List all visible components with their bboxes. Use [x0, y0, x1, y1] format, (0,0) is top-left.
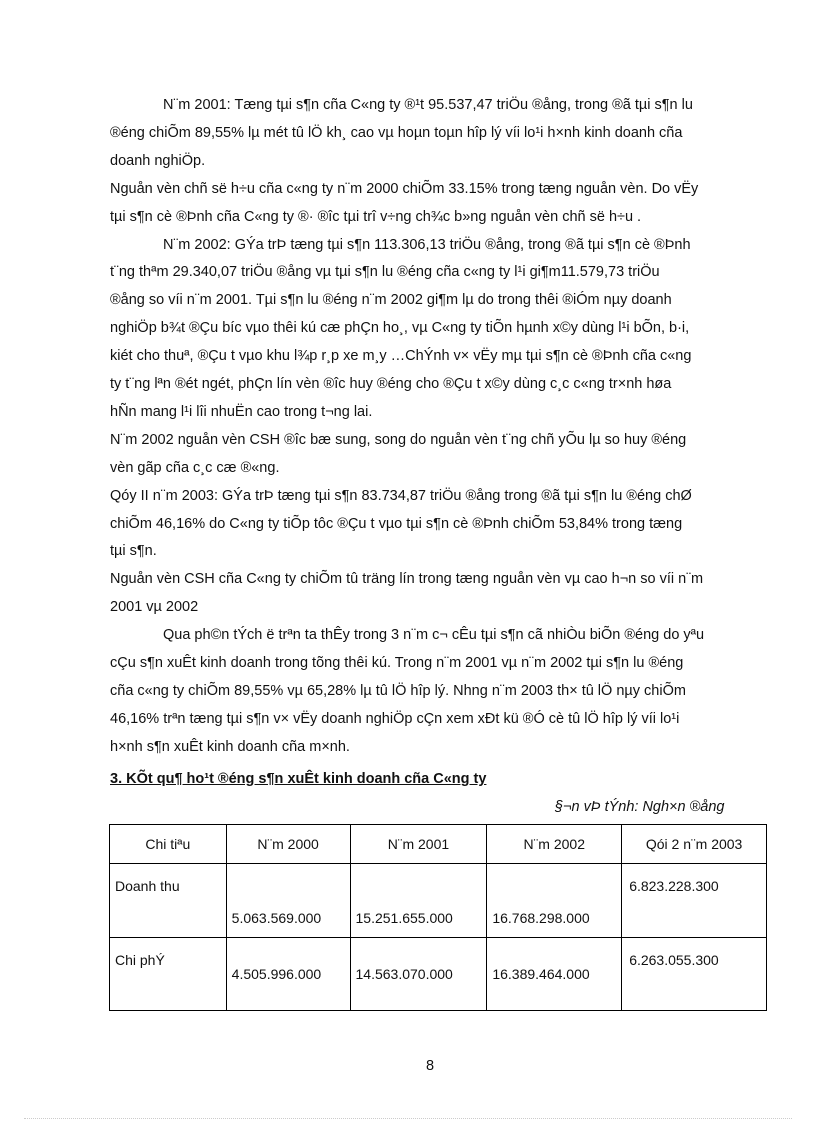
- column-header: Chi tiªu: [110, 825, 227, 864]
- cell-value: 4.505.996.000: [231, 966, 322, 982]
- text-line: Nguån vèn chñ së h÷u cña c«ng ty n¨m 2000 chiÕm 33.15% trong tæng nguån vèn. Do vËy: [110, 181, 699, 197]
- table-cell: [350, 938, 487, 1011]
- cell-value: 6.263.055.300: [629, 952, 719, 968]
- cell-value: 16.389.464.000: [492, 966, 590, 982]
- page-number: 8: [426, 1058, 435, 1074]
- row-label-cell: [110, 938, 227, 1011]
- financial-table: [109, 824, 767, 1011]
- text-line: vèn gãp cña c¸c cæ ®«ng.: [110, 460, 280, 476]
- row-label: Chi phÝ: [115, 952, 165, 968]
- text-line: cña c«ng ty chiÕm 89,55% vµ 65,28% lµ tû lÖ hîp lý. Nhng n¨m 2003 th× tû lÖ nµy chiÕm: [110, 683, 686, 699]
- column-header: N¨m 2000: [226, 825, 350, 864]
- text-line: Nguån vèn CSH cña C«ng ty chiÕm tû träng lín trong tæng nguån vèn vµ cao h¬n so víi n¨m: [110, 571, 704, 587]
- table-row: [110, 864, 767, 938]
- text-line: chiÕm 46,16% do C«ng ty tiÕp tôc ®Çu t vµo tµi s¶n cè ®Þnh chiÕm 53,84% trong tæng: [110, 516, 683, 532]
- text-line: N¨m 2001: Tæng tµi s¶n cña C«ng ty ®¹t 95.537,47 triÖu ®ång, trong ®ã tµi s¶n lu: [163, 97, 693, 113]
- table-cell: [622, 864, 767, 938]
- column-header: N¨m 2002: [487, 825, 622, 864]
- table-cell: [226, 938, 350, 1011]
- section-heading: 3. KÕt qu¶ ho¹t ®éng s¶n xuÊt kinh doanh cña C«ng ty: [110, 771, 487, 787]
- text-line: h×nh s¶n xuÊt kinh doanh cña m×nh.: [110, 739, 350, 755]
- cell-value: 14.563.070.000: [355, 966, 453, 982]
- table-cell: [350, 864, 487, 938]
- table-row: [110, 938, 767, 1011]
- table-header-row: [110, 825, 767, 864]
- text-line: tµi s¶n.: [110, 543, 157, 559]
- text-line: t¨ng thªm 29.340,07 triÖu ®ång vµ tµi s¶n lu ®éng cña c«ng ty l¹i gi¶m11.579,73 triÖu: [110, 264, 660, 280]
- row-label-cell: [110, 864, 227, 938]
- cell-value: 5.063.569.000: [231, 910, 322, 926]
- text-line: N¨m 2002 nguån vèn CSH ®îc bæ sung, song do nguån vèn t¨ng chñ yÕu lµ so huy ®éng: [110, 432, 687, 448]
- unit-note: §¬n vÞ tÝnh: Ngh×n ®ång: [555, 799, 725, 815]
- column-header: N¨m 2001: [350, 825, 487, 864]
- text-line: ®ång so víi n¨m 2001. Tµi s¶n lu ®éng n¨m 2002 gi¶m lµ do trong thêi ®iÓm nµy doanh: [110, 292, 672, 308]
- text-line: doanh nghiÖp.: [110, 153, 206, 169]
- text-line: cÇu s¶n xuÊt kinh doanh trong tõng thêi kú. Trong n¨m 2001 vµ n¨m 2002 tµi s¶n lu ®éng: [110, 655, 684, 671]
- text-line: hÑn mang l¹i lîi nhuËn cao trong t¬ng lai.: [110, 404, 373, 420]
- text-line: tµi s¶n cè ®Þnh cña C«ng ty ®· ®îc tµi trî v÷ng ch¾c b»ng nguån vèn chñ së h÷u .: [110, 209, 642, 225]
- cell-value: 16.768.298.000: [492, 910, 590, 926]
- text-line: Qóy II n¨m 2003: GÝa trÞ tæng tµi s¶n 83.734,87 triÖu ®ång trong ®ã tµi s¶n lu ®éng chØ: [110, 488, 692, 504]
- text-line: ty t¨ng lªn ®ét ngét, phÇn lín vèn ®îc huy ®éng cho ®Çu t x©y dùng c¸c c«ng tr×nh høa: [110, 376, 672, 392]
- text-line: ®éng chiÕm 89,55% lµ mét tû lÖ kh¸ cao vµ hoµn toµn hîp lý víi lo¹i h×nh kinh doanh cña: [110, 125, 683, 141]
- table-cell: [226, 864, 350, 938]
- text-line: 46,16% trªn tæng tµi s¶n v× vËy doanh nghiÖp cÇn xem xÐt kü ®Ó cè tû lÖ hîp lý víi lo¹i: [110, 711, 680, 727]
- table-cell: [622, 938, 767, 1011]
- table-cell: [487, 864, 622, 938]
- table-cell: [487, 938, 622, 1011]
- text-line: 2001 vµ 2002: [110, 599, 199, 615]
- cell-value: 15.251.655.000: [355, 910, 453, 926]
- text-line: N¨m 2002: GÝa trÞ tæng tµi s¶n 113.306,13 triÖu ®ång, trong ®ã tµi s¶n cè ®Þnh: [163, 237, 691, 253]
- footer-divider: [24, 1118, 792, 1119]
- text-line: Qua ph©n tÝch ë trªn ta thÊy trong 3 n¨m c¬ cÊu tµi s¶n cã nhiÒu biÕn ®éng do yªu: [163, 627, 705, 643]
- text-line: kiét cho thuª, ®Çu t vµo khu l¾p r¸p xe m¸y …ChÝnh v× vËy mµ tµi s¶n cè ®Þnh cña c«ng: [110, 348, 692, 364]
- column-header: Qói 2 n¨m 2003: [622, 825, 767, 864]
- cell-value: 6.823.228.300: [629, 878, 719, 894]
- row-label: Doanh thu: [115, 878, 180, 894]
- text-line: nghiÖp b¾t ®Çu bíc vµo thêi kú cæ phÇn ho¸, vµ C«ng ty tiÕn hµnh x©y dùng l¹i bÕn, b·i,: [110, 320, 690, 336]
